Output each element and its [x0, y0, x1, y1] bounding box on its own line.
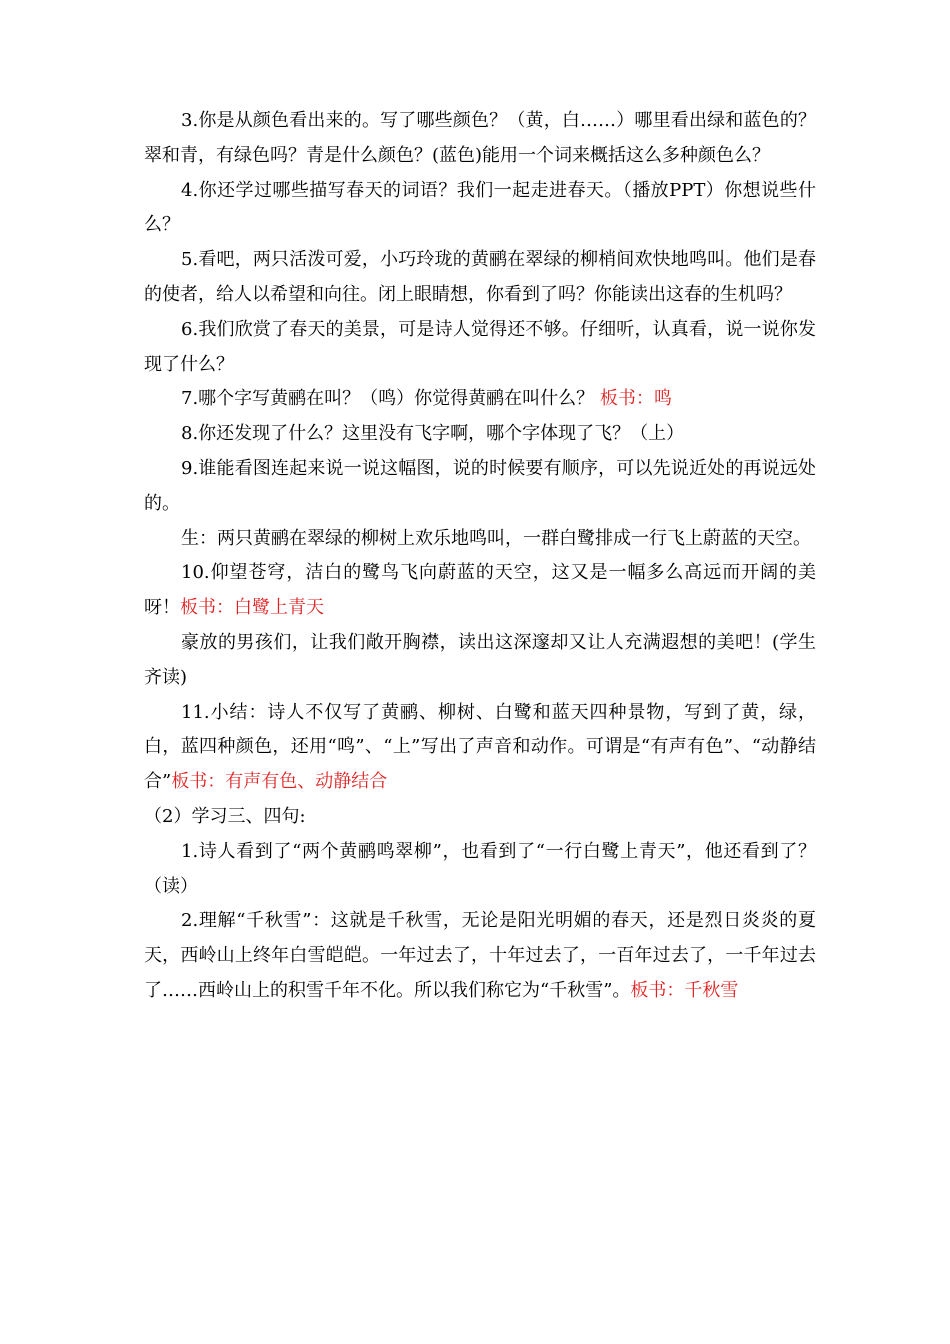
board-note: 板书：白鹭上青天: [180, 597, 324, 619]
paragraph-q7: 7.哪个字写黄鹂在叫？（鸣）你觉得黄鹂在叫什么？ 板书：鸣: [181, 388, 672, 410]
paragraph-q11-summary: 11.小结：诗人不仅写了黄鹂、柳树、白鹭和蓝天四种景物，写到了黄，绿，白，蓝四种颜色，还用“鸣”、“上”写出了声音和动作。可谓是“有声有色”、“动静结合”板书：有声有色、动静结合: [144, 701, 816, 793]
board-note: 板书：千秋雪: [630, 979, 739, 1001]
paragraph-s2: 2.理解“千秋雪”：这就是千秋雪，无论是阳光明媚的春天，还是烈日炎炎的夏天，西岭山上终年白雪皑皑。一年过去了，十年过去了，一百年过去了，一千年过去了……西岭山上的积雪千年不化。所以我们称它为“千秋雪”。板书：千秋雪: [144, 910, 816, 1001]
paragraph-q8: 8.你还发现了什么？这里没有飞字啊，哪个字体现了飞？（上）: [181, 423, 685, 445]
paragraph-q3: 3.你是从颜色看出来的。写了哪些颜色？（黄，白……）哪里看出绿和蓝色的？翠和青，有绿色吗？青是什么颜色？(蓝色)能用一个词来概括这么多种颜色么？: [144, 110, 816, 166]
paragraph-student-answer: 生：两只黄鹂在翠绿的柳树上欢乐地鸣叫，一群白鹭排成一行飞上蔚蓝的天空。: [181, 527, 811, 549]
section-heading-2: （2）学习三、四句:: [144, 805, 306, 827]
paragraph-q10: 10.仰望苍穹，洁白的鹭鸟飞向蔚蓝的天空，这又是一幅多么高远而开阔的美呀！板书：白鹭上青天: [144, 562, 816, 619]
paragraph-q9: 9.谁能看图连起来说一说这幅图，说的时候要有顺序，可以先说近处的再说远处的。: [144, 457, 816, 514]
paragraph-q6: 6.我们欣赏了春天的美景，可是诗人觉得还不够。仔细听，认真看，说一说你发现了什么？: [144, 318, 816, 375]
board-note: 板书：有声有色、动静结合: [171, 771, 388, 793]
paragraph-s1: 1.诗人看到了“两个黄鹂鸣翠柳”，也看到了“一行白鹭上青天”，他还看到了？（读）: [144, 840, 816, 897]
board-note: 板书：鸣: [599, 388, 672, 410]
paragraph-boys-reading: 豪放的男孩们，让我们敞开胸襟，读出这深邃却又让人充满遐想的美吧！(学生齐读): [144, 631, 816, 688]
paragraph-q4: 4.你还学过哪些描写春天的词语？我们一起走进春天。（播放PPT）你想说些什么？: [144, 179, 816, 236]
paragraph-q5: 5.看吧，两只活泼可爱，小巧玲珑的黄鹂在翠绿的柳梢间欢快地鸣叫。他们是春的使者，给人以希望和向往。闭上眼睛想，你看到了吗？你能读出这春的生机吗？: [144, 249, 816, 305]
document-page: [144, 104, 816, 1009]
